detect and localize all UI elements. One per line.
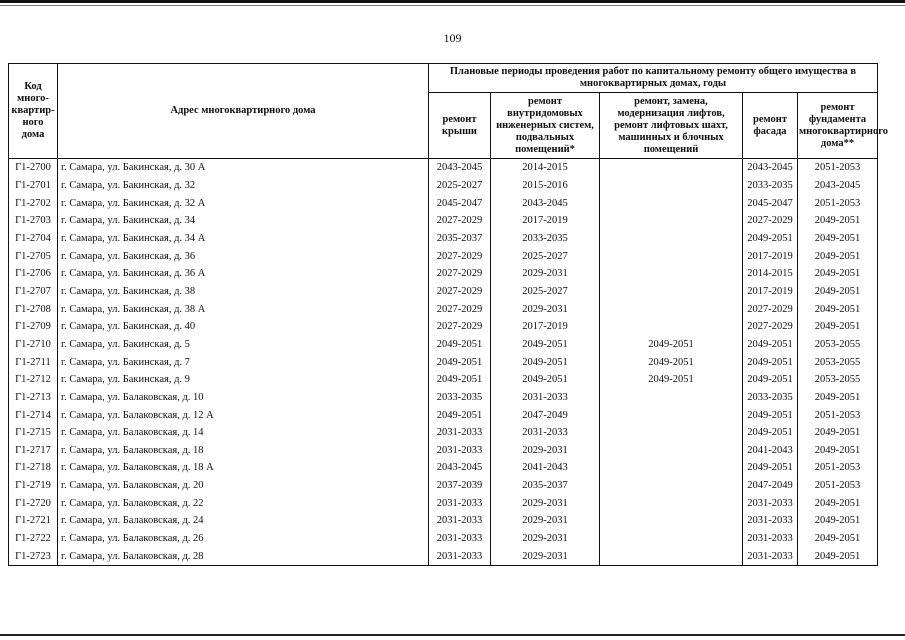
building-code-cell: Г1-2712 [9,371,58,389]
facade-period-cell: 2027-2029 [743,300,798,318]
building-code-cell: Г1-2700 [9,159,58,177]
systems-period-cell: 2029-2031 [491,442,600,460]
foundation-period-cell: 2049-2051 [798,283,878,301]
foundation-period-cell: 2049-2051 [798,389,878,407]
facade-period-cell: 2031-2033 [743,494,798,512]
header-address: Адрес многоквартирного дома [58,64,429,159]
foundation-period-cell: 2049-2051 [798,247,878,265]
building-code-cell: Г1-2721 [9,512,58,530]
systems-period-cell: 2017-2019 [491,212,600,230]
roof-period-cell: 2027-2029 [429,212,491,230]
header-roof-repair: ремонт крыши [429,93,491,159]
building-code-cell: Г1-2715 [9,424,58,442]
systems-period-cell: 2025-2027 [491,247,600,265]
address-cell: г. Самара, ул. Балаковская, д. 14 [58,424,429,442]
facade-period-cell: 2049-2051 [743,459,798,477]
table-row [9,283,878,301]
address-cell: г. Самара, ул. Бакинская, д. 34 А [58,230,429,248]
building-code-cell: Г1-2714 [9,406,58,424]
facade-period-cell: 2049-2051 [743,353,798,371]
facade-period-cell: 2031-2033 [743,530,798,548]
systems-period-cell: 2015-2016 [491,177,600,195]
lifts-period-cell [600,265,743,283]
lifts-period-cell [600,283,743,301]
building-code-cell: Г1-2703 [9,212,58,230]
facade-period-cell: 2049-2051 [743,230,798,248]
header-systems-repair: ремонт внутридомовых инженерных систем, подвальных помещений* [491,93,600,159]
roof-period-cell: 2045-2047 [429,194,491,212]
lifts-period-cell [600,442,743,460]
facade-period-cell: 2027-2029 [743,212,798,230]
building-code-cell: Г1-2705 [9,247,58,265]
roof-period-cell: 2031-2033 [429,442,491,460]
table-row [9,512,878,530]
roof-period-cell: 2031-2033 [429,512,491,530]
lifts-period-cell [600,477,743,495]
facade-period-cell: 2049-2051 [743,371,798,389]
table-row [9,194,878,212]
address-cell: г. Самара, ул. Бакинская, д. 38 [58,283,429,301]
systems-period-cell: 2029-2031 [491,512,600,530]
table-row [9,442,878,460]
lifts-period-cell [600,424,743,442]
facade-period-cell: 2049-2051 [743,336,798,354]
systems-period-cell: 2017-2019 [491,318,600,336]
lifts-period-cell [600,494,743,512]
systems-period-cell: 2033-2035 [491,230,600,248]
address-cell: г. Самара, ул. Бакинская, д. 32 [58,177,429,195]
systems-period-cell: 2014-2015 [491,159,600,177]
lifts-period-cell [600,512,743,530]
roof-period-cell: 2037-2039 [429,477,491,495]
lifts-period-cell [600,159,743,177]
foundation-period-cell: 2049-2051 [798,547,878,565]
table-row [9,371,878,389]
lifts-period-cell [600,300,743,318]
address-cell: г. Самара, ул. Балаковская, д. 10 [58,389,429,407]
lifts-period-cell [600,247,743,265]
foundation-period-cell: 2049-2051 [798,494,878,512]
lifts-period-cell: 2049-2051 [600,336,743,354]
roof-period-cell: 2049-2051 [429,406,491,424]
top-border-line-thin [0,5,905,6]
lifts-period-cell [600,194,743,212]
foundation-period-cell: 2049-2051 [798,442,878,460]
foundation-period-cell: 2051-2053 [798,159,878,177]
systems-period-cell: 2031-2033 [491,389,600,407]
foundation-period-cell: 2051-2053 [798,406,878,424]
foundation-period-cell: 2049-2051 [798,530,878,548]
roof-period-cell: 2043-2045 [429,159,491,177]
lifts-period-cell [600,459,743,477]
building-code-cell: Г1-2704 [9,230,58,248]
facade-period-cell: 2033-2035 [743,177,798,195]
top-border-line [0,0,905,3]
systems-period-cell: 2029-2031 [491,265,600,283]
systems-period-cell: 2025-2027 [491,283,600,301]
building-code-cell: Г1-2723 [9,547,58,565]
lifts-period-cell [600,389,743,407]
address-cell: г. Самара, ул. Бакинская, д. 7 [58,353,429,371]
table-row [9,159,878,177]
lifts-period-cell [600,547,743,565]
header-lifts-repair: ремонт, замена, модернизация лифтов, ремонт лифтовых шахт, машинных и блочных помещений [600,93,743,159]
facade-period-cell: 2043-2045 [743,159,798,177]
roof-period-cell: 2031-2033 [429,424,491,442]
address-cell: г. Самара, ул. Бакинская, д. 9 [58,371,429,389]
systems-period-cell: 2049-2051 [491,353,600,371]
facade-period-cell: 2031-2033 [743,512,798,530]
roof-period-cell: 2049-2051 [429,336,491,354]
address-cell: г. Самара, ул. Бакинская, д. 36 [58,247,429,265]
foundation-period-cell: 2043-2045 [798,177,878,195]
lifts-period-cell: 2049-2051 [600,353,743,371]
systems-period-cell: 2043-2045 [491,194,600,212]
table-row [9,494,878,512]
building-code-cell: Г1-2706 [9,265,58,283]
building-code-cell: Г1-2708 [9,300,58,318]
systems-period-cell: 2029-2031 [491,300,600,318]
facade-period-cell: 2017-2019 [743,283,798,301]
table-row [9,336,878,354]
facade-period-cell: 2017-2019 [743,247,798,265]
table-row [9,300,878,318]
repair-schedule-table [8,63,888,566]
roof-period-cell: 2049-2051 [429,371,491,389]
foundation-period-cell: 2049-2051 [798,512,878,530]
table-row [9,353,878,371]
table-row [9,530,878,548]
address-cell: г. Самара, ул. Бакинская, д. 36 А [58,265,429,283]
lifts-period-cell [600,406,743,424]
roof-period-cell: 2031-2033 [429,530,491,548]
page-number: 109 [443,31,462,45]
systems-period-cell: 2029-2031 [491,547,600,565]
table-row [9,247,878,265]
building-code-cell: Г1-2719 [9,477,58,495]
foundation-period-cell: 2053-2055 [798,336,878,354]
systems-period-cell: 2029-2031 [491,494,600,512]
table-row [9,477,878,495]
lifts-period-cell [600,230,743,248]
roof-period-cell: 2027-2029 [429,300,491,318]
facade-period-cell: 2049-2051 [743,406,798,424]
building-code-cell: Г1-2701 [9,177,58,195]
table-header [9,64,888,159]
systems-period-cell: 2035-2037 [491,477,600,495]
foundation-period-cell: 2051-2053 [798,459,878,477]
table-row [9,459,878,477]
table-row [9,265,878,283]
address-cell: г. Самара, ул. Балаковская, д. 24 [58,512,429,530]
address-cell: г. Самара, ул. Балаковская, д. 22 [58,494,429,512]
building-code-cell: Г1-2707 [9,283,58,301]
table-row [9,230,878,248]
foundation-period-cell: 2049-2051 [798,300,878,318]
roof-period-cell: 2043-2045 [429,459,491,477]
table-row [9,547,878,565]
address-cell: г. Самара, ул. Балаковская, д. 26 [58,530,429,548]
table-row [9,177,878,195]
building-code-cell: Г1-2720 [9,494,58,512]
foundation-period-cell: 2051-2053 [798,477,878,495]
building-code-cell: Г1-2709 [9,318,58,336]
systems-period-cell: 2041-2043 [491,459,600,477]
facade-period-cell: 2049-2051 [743,424,798,442]
lifts-period-cell [600,530,743,548]
facade-period-cell: 2041-2043 [743,442,798,460]
table-body [9,159,878,566]
table-row [9,212,878,230]
table-row [9,318,878,336]
building-code-cell: Г1-2710 [9,336,58,354]
building-code-cell: Г1-2717 [9,442,58,460]
table-row [9,389,878,407]
header-foundation-repair: ремонт фундамента многоквартирного дома** [798,93,878,159]
table-row [9,406,878,424]
roof-period-cell: 2033-2035 [429,389,491,407]
foundation-period-cell: 2049-2051 [798,318,878,336]
foundation-period-cell: 2051-2053 [798,194,878,212]
building-code-cell: Г1-2722 [9,530,58,548]
header-building-code: Код много-квартир-ного дома [9,64,58,159]
address-cell: г. Самара, ул. Бакинская, д. 30 А [58,159,429,177]
building-code-cell: Г1-2718 [9,459,58,477]
systems-period-cell: 2047-2049 [491,406,600,424]
facade-period-cell: 2014-2015 [743,265,798,283]
lifts-period-cell [600,212,743,230]
roof-period-cell: 2049-2051 [429,353,491,371]
address-cell: г. Самара, ул. Балаковская, д. 12 А [58,406,429,424]
bottom-border-line [0,634,905,636]
roof-period-cell: 2031-2033 [429,547,491,565]
header-facade-repair: ремонт фасада [743,93,798,159]
lifts-period-cell: 2049-2051 [600,371,743,389]
foundation-period-cell: 2049-2051 [798,230,878,248]
facade-period-cell: 2047-2049 [743,477,798,495]
address-cell: г. Самара, ул. Бакинская, д. 34 [58,212,429,230]
address-cell: г. Самара, ул. Бакинская, д. 32 А [58,194,429,212]
address-cell: г. Самара, ул. Балаковская, д. 28 [58,547,429,565]
foundation-period-cell: 2053-2055 [798,353,878,371]
address-cell: г. Самара, ул. Балаковская, д. 18 [58,442,429,460]
facade-period-cell: 2045-2047 [743,194,798,212]
building-code-cell: Г1-2711 [9,353,58,371]
address-cell: г. Самара, ул. Бакинская, д. 38 А [58,300,429,318]
lifts-period-cell [600,318,743,336]
systems-period-cell: 2049-2051 [491,336,600,354]
address-cell: г. Самара, ул. Балаковская, д. 20 [58,477,429,495]
table-row [9,424,878,442]
roof-period-cell: 2031-2033 [429,494,491,512]
address-cell: г. Самара, ул. Балаковская, д. 18 А [58,459,429,477]
systems-period-cell: 2049-2051 [491,371,600,389]
foundation-period-cell: 2049-2051 [798,212,878,230]
foundation-period-cell: 2049-2051 [798,424,878,442]
facade-period-cell: 2033-2035 [743,389,798,407]
building-code-cell: Г1-2713 [9,389,58,407]
facade-period-cell: 2027-2029 [743,318,798,336]
foundation-period-cell: 2049-2051 [798,265,878,283]
roof-period-cell: 2027-2029 [429,247,491,265]
header-planned-periods: Плановые периоды проведения работ по капитальному ремонту общего имущества в многоквартирных домах, годы [429,64,878,93]
roof-period-cell: 2025-2027 [429,177,491,195]
roof-period-cell: 2027-2029 [429,318,491,336]
roof-period-cell: 2027-2029 [429,265,491,283]
building-code-cell: Г1-2702 [9,194,58,212]
lifts-period-cell [600,177,743,195]
foundation-period-cell: 2053-2055 [798,371,878,389]
address-cell: г. Самара, ул. Бакинская, д. 5 [58,336,429,354]
systems-period-cell: 2029-2031 [491,530,600,548]
systems-period-cell: 2031-2033 [491,424,600,442]
roof-period-cell: 2035-2037 [429,230,491,248]
facade-period-cell: 2031-2033 [743,547,798,565]
roof-period-cell: 2027-2029 [429,283,491,301]
address-cell: г. Самара, ул. Бакинская, д. 40 [58,318,429,336]
